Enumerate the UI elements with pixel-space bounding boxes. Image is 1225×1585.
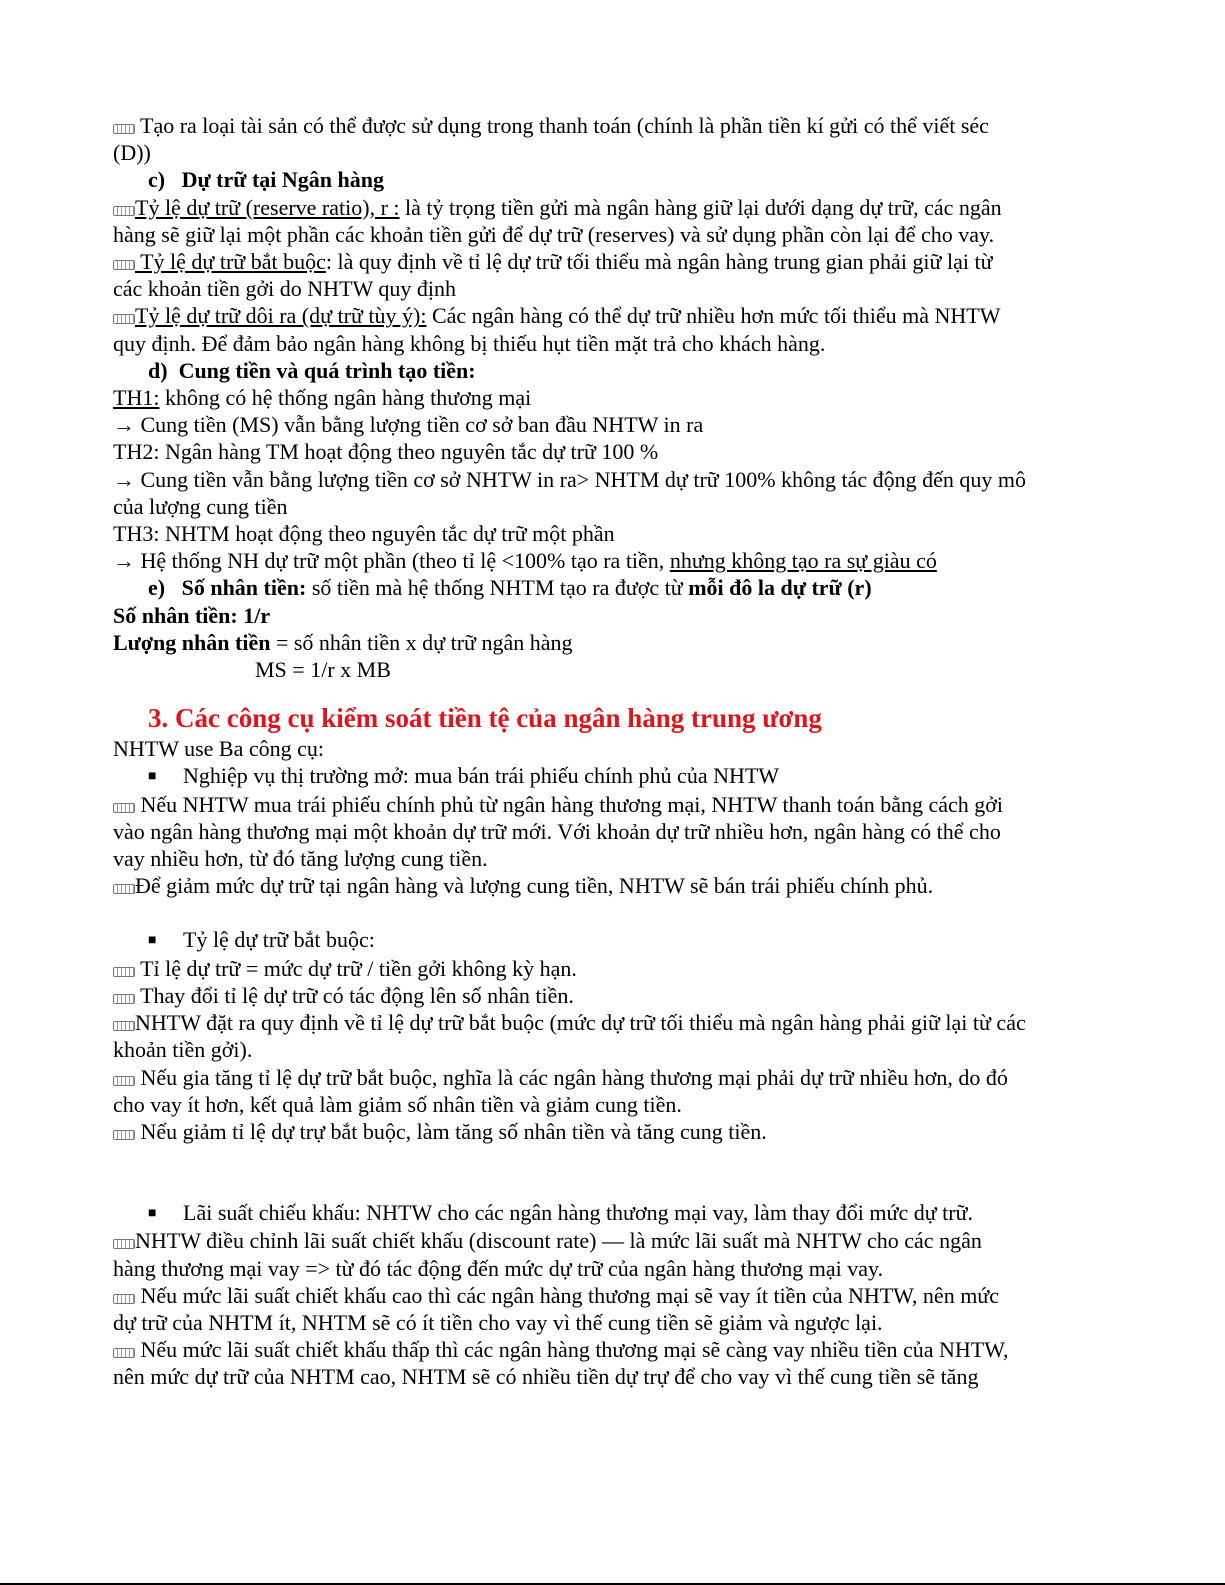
paragraph: vay nhiều hơn, từ đó tăng lượng cung tiền. (113, 846, 488, 872)
list-item: ■ Lãi suất chiếu khấu: NHTW cho các ngân hàng thương mại vay, làm thay đổi mức dự trữ. (113, 1199, 1113, 1227)
paragraph: Số nhân tiền: 1/r (113, 602, 271, 628)
document-body (113, 112, 1113, 1391)
paragraph: (D)) (113, 140, 151, 166)
keyboard-icon (113, 1294, 135, 1304)
paragraph: hàng sẽ giữ lại một phần các khoản tiền gửi để dự trữ (reserves) và sử dụng phần còn lại để cho vay. (113, 221, 995, 247)
square-bullet-icon: ■ (148, 1206, 157, 1222)
keyboard-icon (113, 1021, 135, 1031)
spacer (113, 899, 1113, 926)
paragraph: nên mức dự trữ của NHTM cao, NHTM sẽ có nhiều tiền dự trự để cho vay vì thế cung tiền sẽ tăng (113, 1364, 979, 1390)
paragraph: NHTW use Ba công cụ: (113, 736, 324, 762)
section-heading-c: c) Dự trữ tại Ngân hàng (148, 167, 385, 193)
paragraph: → Hệ thống NH dự trữ một phần (theo tỉ lệ <100% tạo ra tiền, nhưng không tạo ra sự giàu có (113, 548, 937, 574)
paragraph: các khoản tiền gởi do NHTW quy định (113, 276, 456, 302)
paragraph: TH3: NHTM hoạt động theo nguyên tắc dự trữ một phần (113, 521, 615, 547)
paragraph: Tỷ lệ dự trữ dôi ra (dự trữ tùy ý): Các ngân hàng có thể dự trữ nhiều hơn mức tối thiểu mà NHTW (113, 302, 1113, 329)
keyboard-icon (113, 1076, 135, 1086)
square-bullet-icon: ■ (148, 769, 157, 785)
paragraph: Nếu gia tăng tỉ lệ dự trữ bắt buộc, nghĩa là các ngân hàng thương mại phải dự trữ nhiều hơn, do đó (113, 1064, 1113, 1091)
paragraph: NHTW điều chỉnh lãi suất chiết khấu (discount rate) — là mức lãi suất mà NHTW cho các ngân (113, 1227, 1113, 1254)
paragraph: → Cung tiền vẫn bằng lượng tiền cơ sở NHTW in ra> NHTM dự trữ 100% không tác động đến quy mô (113, 466, 1027, 492)
paragraph: Nếu giảm tỉ lệ dự trự bắt buộc, làm tăng số nhân tiền và tăng cung tiền. (113, 1118, 1113, 1145)
paragraph: Tỉ lệ dự trữ = mức dự trữ / tiền gởi không kỳ hạn. (113, 955, 1113, 982)
paragraph: Để giảm mức dự trữ tại ngân hàng và lượng cung tiền, NHTW sẽ bán trái phiếu chính phủ. (113, 872, 1113, 899)
arrow-right-icon: → (113, 412, 135, 438)
list-item: ■ Nghiệp vụ thị trường mở: mua bán trái phiếu chính phủ của NHTW (113, 762, 1113, 790)
paragraph: TH2: Ngân hàng TM hoạt động theo nguyên tắc dự trữ 100 % (113, 439, 659, 465)
paragraph: khoản tiền gởi). (113, 1037, 253, 1063)
keyboard-icon (113, 803, 135, 813)
section-heading-d: d) Cung tiền và quá trình tạo tiền: (148, 357, 476, 383)
paragraph: của lượng cung tiền (113, 493, 288, 519)
spacer (113, 1145, 1113, 1199)
paragraph: dự trữ của NHTM ít, NHTM sẽ có ít tiền cho vay vì thế cung tiền sẽ giảm và ngược lại. (113, 1309, 883, 1335)
keyboard-icon (113, 1348, 135, 1358)
keyboard-icon (113, 124, 135, 134)
formula: MS = 1/r x MB (255, 657, 391, 683)
keyboard-icon (113, 1239, 135, 1249)
paragraph: Lượng nhân tiền = số nhân tiền x dự trữ ngân hàng (113, 629, 573, 655)
arrow-right-icon: → (113, 466, 135, 492)
keyboard-icon (113, 1130, 135, 1140)
paragraph: Tỷ lệ dự trữ (reserve ratio), r : là tỷ trọng tiền gửi mà ngân hàng giữ lại dưới dạng dự trữ, các ngân (113, 194, 1113, 221)
paragraph: hàng thương mại vay => từ đó tác động đến mức dự trữ của ngân hàng thương mại vay. (113, 1255, 884, 1281)
keyboard-icon (113, 884, 135, 894)
paragraph: Nếu mức lãi suất chiết khấu cao thì các ngân hàng thương mại sẽ vay ít tiền của NHTW, nên mức (113, 1282, 1113, 1309)
paragraph: NHTW đặt ra quy định về tỉ lệ dự trữ bắt buộc (mức dự trữ tối thiểu mà ngân hàng phải giữ lại từ các (113, 1009, 1113, 1036)
paragraph: quy định. Để đảm bảo ngân hàng không bị thiếu hụt tiền mặt trả cho khách hàng. (113, 330, 826, 356)
section-heading-3: 3. Các công cụ kiểm soát tiền tệ của ngân hàng trung ương (148, 703, 822, 734)
paragraph: cho vay ít hơn, kết quả làm giảm số nhân tiền và giảm cung tiền. (113, 1091, 682, 1117)
paragraph: Thay đổi tỉ lệ dự trữ có tác động lên số nhân tiền. (113, 982, 1113, 1009)
paragraph: Tỷ lệ dự trữ bắt buộc: là quy định về tỉ lệ dự trữ tối thiểu mà ngân hàng trung gian phải giữ lại từ (113, 248, 1113, 275)
paragraph: vào ngân hàng thương mại một khoản dự trữ mới. Với khoản dự trữ nhiều hơn, ngân hàng có thể cho (113, 818, 1001, 844)
square-bullet-icon: ■ (148, 933, 157, 949)
keyboard-icon (113, 260, 135, 270)
paragraph: TH1: không có hệ thống ngân hàng thương mại (113, 385, 532, 411)
arrow-right-icon: → (113, 548, 135, 574)
section-heading-e: e) Số nhân tiền: số tiền mà hệ thống NHTM tạo ra được từ mỗi đô la dự trữ (r) (148, 575, 872, 601)
paragraph: Nếu NHTW mua trái phiếu chính phủ từ ngân hàng thương mại, NHTW thanh toán bằng cách gởi (113, 791, 1113, 818)
paragraph: Tạo ra loại tài sản có thể được sử dụng trong thanh toán (chính là phần tiền kí gửi có thể viết séc (113, 112, 1113, 139)
keyboard-icon (113, 967, 135, 977)
list-item: ■ Tỷ lệ dự trữ bắt buộc: (113, 926, 1113, 954)
keyboard-icon (113, 314, 135, 324)
paragraph: Nếu mức lãi suất chiết khấu thấp thì các ngân hàng thương mại sẽ càng vay nhiều tiền của NHTW, (113, 1336, 1113, 1363)
paragraph: → Cung tiền (MS) vẫn bằng lượng tiền cơ sở ban đầu NHTW in ra (113, 412, 704, 438)
keyboard-icon (113, 206, 135, 216)
keyboard-icon (113, 994, 135, 1004)
